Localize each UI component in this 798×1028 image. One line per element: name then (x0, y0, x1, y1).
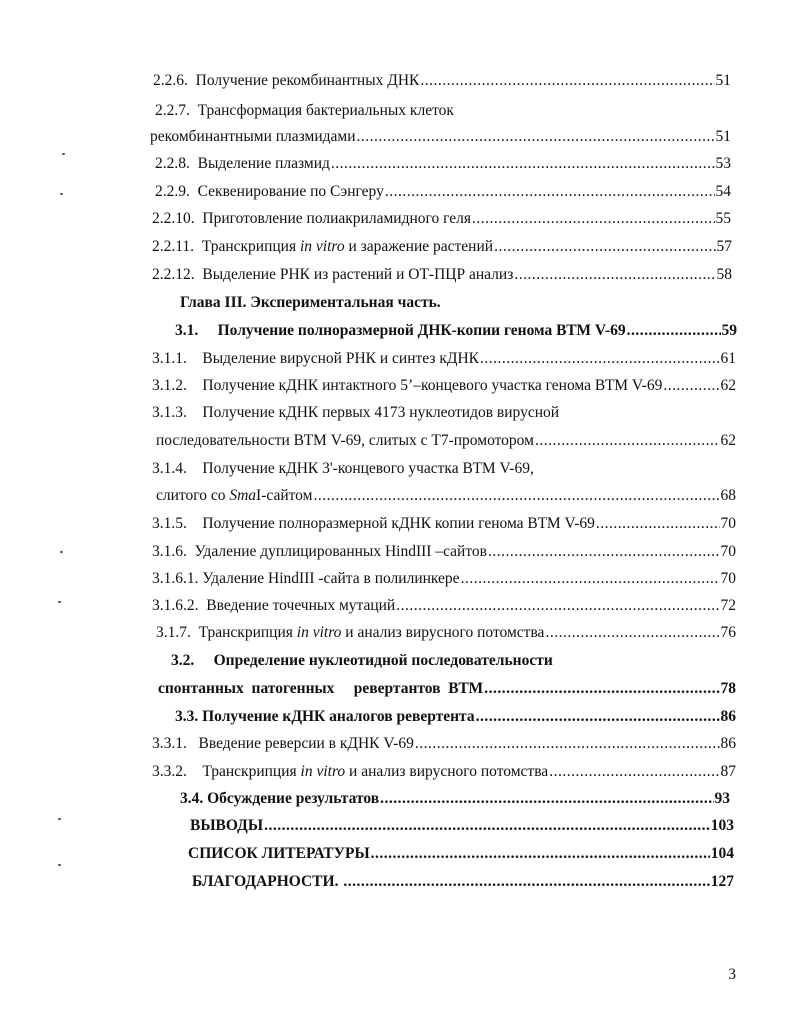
toc-leader-dots (663, 375, 719, 397)
toc-leader-dots (484, 678, 719, 700)
toc-entry (152, 513, 736, 535)
toc-entry-title: Получение кДНК интактного 5’–концевого участка генома ВТМ V-69 (202, 377, 663, 394)
toc-entry-title: ВЫВОДЫ (190, 817, 264, 834)
toc-title-part: слитого со (156, 487, 230, 504)
toc-entry-page: 127 (710, 873, 734, 890)
toc-leader-dots (480, 348, 720, 370)
toc-title-part: Транскрипция (202, 763, 301, 780)
toc-entry-title: Получение полноразмерной кДНК копии генома ВТМ V-69 (202, 515, 595, 532)
toc-entry-title: Секвенирование по Сэнгеру (197, 183, 384, 200)
toc-entry-number: 2.2.11. (152, 238, 195, 255)
scan-speck (60, 193, 63, 195)
toc-leader-dots (472, 208, 715, 230)
toc-entry-page: 62 (720, 432, 736, 449)
chapter-heading (180, 292, 680, 314)
toc-leader-dots (494, 236, 715, 258)
scan-speck (60, 551, 63, 553)
toc-section-heading (180, 788, 730, 810)
toc-entry-page: 62 (720, 377, 736, 394)
toc-leader-dots (380, 788, 713, 810)
toc-entry-page: 70 (720, 570, 736, 587)
scan-speck (58, 818, 61, 820)
scan-speck (58, 601, 61, 603)
toc-entry-page: 68 (720, 487, 736, 504)
toc-section-heading (190, 815, 734, 837)
toc-title-part: и заражение растений (344, 238, 494, 255)
toc-entry (152, 541, 736, 563)
toc-leader-dots (415, 733, 720, 755)
toc-leader-dots (545, 622, 719, 644)
scan-speck (62, 153, 65, 155)
toc-entry (156, 622, 736, 644)
toc-entry-page: 70 (720, 515, 736, 532)
toc-leader-dots (535, 430, 720, 452)
toc-entry (152, 208, 731, 230)
toc-entry (152, 458, 736, 480)
toc-entry-number: 3.1.6. (152, 543, 187, 560)
toc-entry-page: 70 (720, 543, 736, 560)
toc-entry-title: Приготовление полиакриламидного геля (202, 210, 471, 227)
toc-entry-title: Трансформация бактериальных клеток (197, 102, 454, 119)
toc-leader-dots (357, 126, 715, 148)
toc-entry-page: 58 (716, 266, 732, 283)
toc-entry-page: 86 (720, 735, 736, 752)
toc-entry-page: 51 (715, 72, 731, 89)
toc-leader-dots (461, 568, 720, 590)
toc-entry-title (202, 761, 548, 783)
toc-leader-dots (331, 153, 715, 175)
toc-leader-dots (596, 513, 720, 535)
toc-entry-title: Удаление дуплицированных HindIII –сайтов (194, 543, 487, 560)
toc-entry (152, 264, 732, 286)
toc-entry-title: 3.3. Получение кДНК аналогов ревертента (175, 708, 475, 725)
toc-entry-page: 55 (715, 210, 731, 227)
toc-entry-title: спонтанных патогенных ревертантов ВТМ (158, 680, 484, 697)
toc-entry-title: Выделение вирусной РНК и синтез кДНК (202, 350, 479, 367)
toc-entry-title (156, 485, 312, 507)
toc-leader-dots (627, 320, 721, 342)
toc-entry-number: 3.1.6.1. (152, 570, 199, 587)
toc-entry-title: БЛАГОДАРНОСТИ. (192, 873, 339, 890)
toc-entry-number: 2.2.6. (153, 72, 188, 89)
toc-title-italic: Sma (229, 487, 257, 504)
toc-title-part: Транскрипция (201, 238, 300, 255)
toc-entry-continuation (150, 126, 731, 148)
toc-entry-number: 2.2.12. (152, 266, 195, 283)
toc-title-part: и анализ вирусного потомства (345, 763, 549, 780)
toc-entry-title: последовательности ВТМ V-69, слитых с Т7-промотором (156, 432, 534, 449)
toc-entry-number: 3.1.3. (152, 404, 187, 421)
toc-entry-number: 2.2.7. (155, 102, 190, 119)
toc-title-part: I-сайтом (256, 487, 313, 504)
toc-section-heading (192, 871, 734, 893)
toc-entry-title: Получение кДНК 3'-концевого участка ВТМ V-69, (202, 460, 534, 477)
toc-leader-dots (488, 541, 720, 563)
toc-entry-title: СПИСОК ЛИТЕРАТУРЫ (188, 845, 370, 862)
toc-entry-page: 59 (721, 322, 737, 339)
toc-entry (152, 375, 736, 397)
toc-leader-dots (385, 181, 715, 203)
toc-entry-page: 72 (720, 597, 736, 614)
toc-entry-number: 3.1. (175, 322, 199, 339)
toc-entry-continuation (158, 678, 736, 700)
toc-entry (152, 595, 736, 617)
toc-entry-page: 86 (720, 708, 736, 725)
toc-title-part: Транскрипция (198, 624, 297, 641)
toc-entry-number: 2.2.10. (152, 210, 195, 227)
toc-entry-title: Выделение РНК из растений и ОТ-ПЦР анализ (202, 266, 514, 283)
toc-entry-title (202, 236, 493, 258)
toc-entry-page: 87 (720, 763, 736, 780)
toc-entry (175, 320, 737, 342)
toc-entry-number: 3.1.2. (152, 377, 187, 394)
toc-entry-title: Выделение плазмид (197, 155, 330, 172)
toc-entry-number: 2.2.8. (155, 155, 190, 172)
toc-entry (152, 236, 732, 258)
toc-section-heading (175, 706, 736, 728)
toc-leader-dots (514, 264, 715, 286)
toc-entry-page: 103 (710, 817, 734, 834)
toc-entry-number: 3.1.1. (152, 350, 187, 367)
toc-leader-dots (396, 595, 719, 617)
toc-entry-number: 3.1.6.2. (152, 597, 199, 614)
toc-entry-page: 76 (720, 624, 736, 641)
toc-title-italic: in vitro (296, 624, 342, 641)
toc-entry-number: 3.2. (171, 652, 195, 669)
toc-entry (152, 733, 736, 755)
toc-entry-page: 54 (715, 183, 731, 200)
toc-entry-number: 3.3.2. (152, 763, 187, 780)
toc-entry-title: Определение нуклеотидной последовательности (213, 652, 553, 669)
toc-entry (152, 348, 736, 370)
toc-entry (155, 153, 731, 175)
toc-leader-dots (476, 706, 720, 728)
toc-entry-title: Получение полноразмерной ДНК-копии генома ВТМ V-69 (217, 322, 626, 339)
toc-leader-dots (313, 485, 719, 507)
toc-entry-title: Введение реверсии в кДНК V-69 (198, 735, 414, 752)
toc-entry-number: 2.2.9. (155, 183, 190, 200)
toc-entry-title: Удаление HindIII -сайта в полилинкере (202, 570, 460, 587)
toc-entry-page: 78 (720, 680, 736, 697)
toc-entry-page: 104 (710, 845, 734, 862)
toc-entry-title: рекомбинантными плазмидами (150, 128, 356, 145)
toc-leader-dots (420, 70, 714, 92)
chapter-heading-text: Глава III. Экспериментальная часть. (180, 294, 441, 311)
page-number: 3 (728, 966, 736, 983)
toc-entry (155, 181, 731, 203)
toc-entry-title: Получение кДНК первых 4173 нуклеотидов вирусной (202, 404, 560, 421)
toc-entry-page: 57 (716, 238, 732, 255)
toc-title-part: и анализ вирусного потомства (341, 624, 545, 641)
toc-entry (153, 70, 731, 92)
toc-entry-number: 3.1.7. (156, 624, 191, 641)
toc-entry (152, 761, 736, 783)
toc-entry-number: 3.1.4. (152, 460, 187, 477)
toc-leader-dots (264, 815, 710, 837)
scan-speck (58, 864, 61, 866)
toc-entry-title: 3.4. Обсуждение результатов (180, 790, 380, 807)
toc-title-italic: in vitro (299, 238, 345, 255)
toc-entry-number: 3.3.1. (152, 735, 187, 752)
toc-entry (155, 100, 731, 122)
toc-leader-dots (371, 843, 710, 865)
toc-entry-page: 53 (715, 155, 731, 172)
toc-entry-page: 51 (715, 128, 731, 145)
toc-entry-continuation (156, 485, 736, 507)
toc-entry (171, 650, 731, 672)
toc-title-italic: in vitro (300, 763, 346, 780)
toc-entry-number: 3.1.5. (152, 515, 187, 532)
toc-entry (152, 402, 736, 424)
toc-entry-page: 93 (714, 790, 730, 807)
toc-leader-dots (343, 871, 709, 893)
toc-entry-title (199, 622, 545, 644)
toc-entry-title: Получение рекомбинантных ДНК (195, 72, 420, 89)
toc-section-heading (188, 843, 734, 865)
toc-entry-continuation (156, 430, 736, 452)
toc-entry-title: Введение точечных мутаций (206, 597, 396, 614)
toc-entry (152, 568, 736, 590)
toc-entry-page: 61 (720, 350, 736, 367)
toc-leader-dots (549, 761, 719, 783)
